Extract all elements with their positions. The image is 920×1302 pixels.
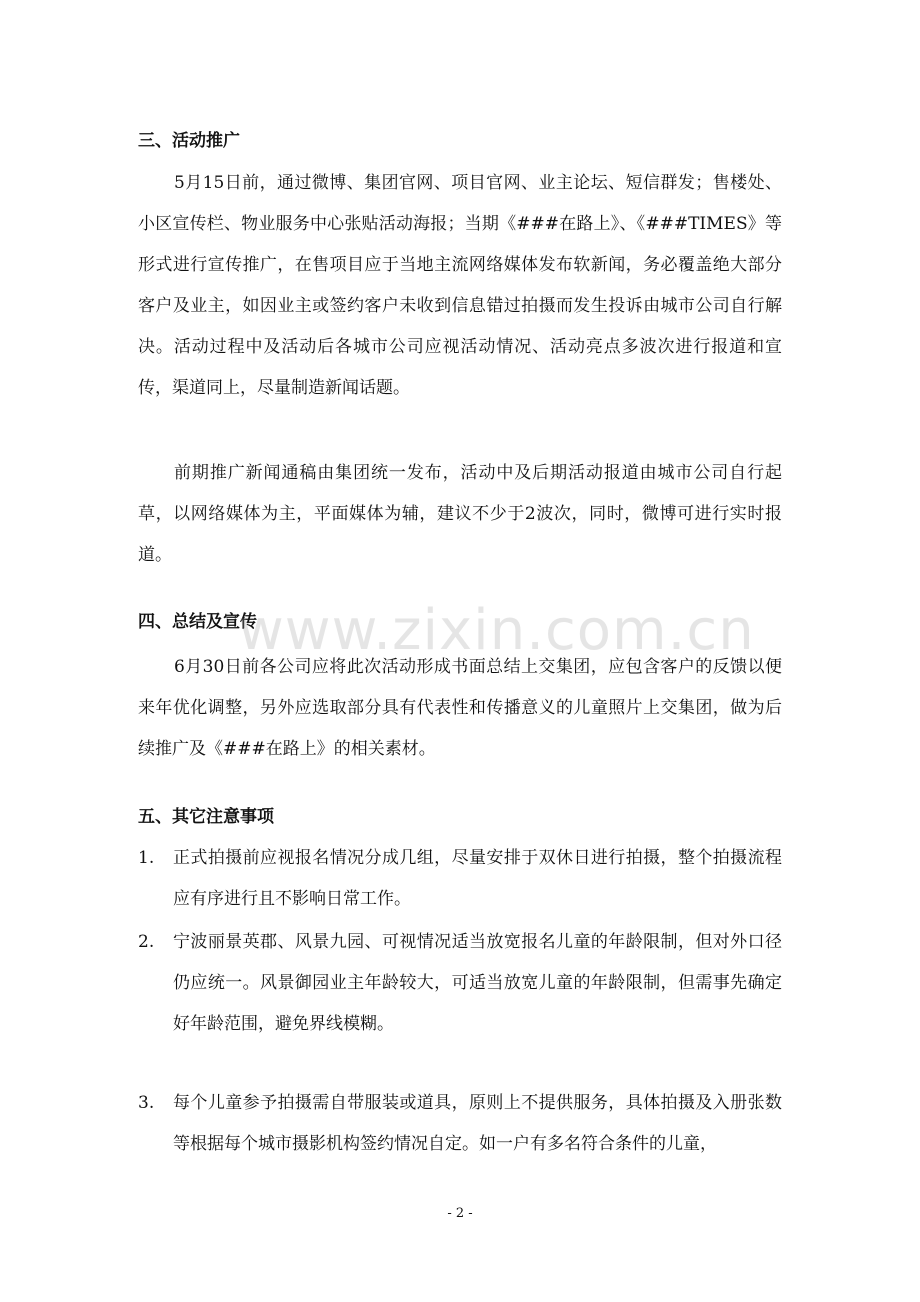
promotion-paragraph-1: 5月15日前，通过微博、集团官网、项目官网、业主论坛、短信群发；售楼处、小区宣传栏、物业服务中心张贴活动海报；当期《###在路上》、《###TIMES》等形式进行宣传推广，在售项目应于当地主流网络媒体发布软新闻，务必覆盖绝大部分客户及业主，如因业主或签约客户未收到信息错过拍摄而发生投诉由城市公司自行解决。活动过程中及活动后各城市公司应视活动情况、活动亮点多波次进行报道和宣传，渠道同上，尽量制造新闻话题。 — [138, 173, 782, 398]
list-item-number: 3. — [138, 1093, 155, 1113]
section-heading-summary: 四、总结及宣传 — [138, 612, 257, 632]
list-item-number: 1. — [138, 848, 155, 868]
list-item-text: 正式拍摄前应视报名情况分成几组，尽量安排于双休日进行拍摄，整个拍摄流程应有序进行且不影响日常工作。 — [173, 848, 782, 909]
watermark: www.zixin.com.cn — [238, 598, 755, 663]
list-item — [138, 922, 782, 1045]
section-heading-promotion: 三、活动推广 — [138, 131, 240, 151]
list-item — [138, 1083, 782, 1165]
page-number: - 2 - — [447, 1206, 473, 1221]
section-heading-notes: 五、其它注意事项 — [138, 807, 274, 827]
list-item — [138, 838, 782, 920]
promotion-paragraph-2: 前期推广新闻通稿由集团统一发布，活动中及后期活动报道由城市公司自行起草，以网络媒体为主，平面媒体为辅，建议不少于2波次，同时，微博可进行实时报道。 — [138, 463, 782, 565]
summary-paragraph: 6月30日前各公司应将此次活动形成书面总结上交集团，应包含客户的反馈以便来年优化调整，另外应选取部分具有代表性和传播意义的儿童照片上交集团，做为后续推广及《###在路上》的相关素材。 — [138, 657, 782, 759]
list-item-number: 2. — [138, 932, 155, 952]
list-item-text: 每个儿童参予拍摄需自带服装或道具，原则上不提供服务，具体拍摄及入册张数等根据每个城市摄影机构签约情况自定。如一户有多名符合条件的儿童， — [173, 1093, 782, 1154]
list-item-text: 宁波丽景英郡、风景九园、可视情况适当放宽报名儿童的年龄限制，但对外口径仍应统一。风景御园业主年龄较大，可适当放宽儿童的年龄限制，但需事先确定好年龄范围，避免界线模糊。 — [173, 932, 782, 1034]
